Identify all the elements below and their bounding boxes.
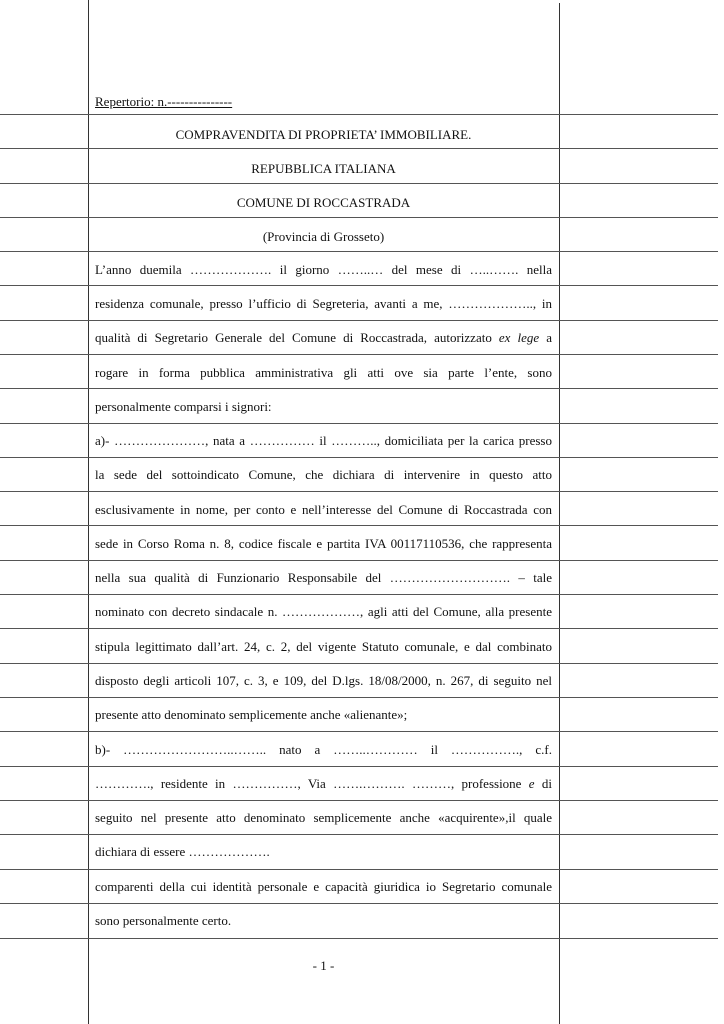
body-line: la sede del sottoindicato Comune, che dichiara di intervenire in questo atto	[95, 467, 552, 482]
ruled-line	[0, 320, 718, 321]
ruled-line	[0, 423, 718, 424]
ruled-line	[0, 594, 718, 595]
ruled-line	[0, 731, 718, 732]
ruled-line	[0, 525, 718, 526]
ruled-line	[0, 903, 718, 904]
ruled-line	[0, 560, 718, 561]
ruled-line	[0, 388, 718, 389]
body-line: esclusivamente in nome, per conto e nell’interesse del Comune di Roccastrada con	[95, 502, 552, 517]
body-line: nominato con decreto sindacale n. ………………, agli atti del Comune, alla presente	[95, 604, 552, 619]
body-line: nella sua qualità di Funzionario Responsabile del ………………………. – tale	[95, 570, 552, 585]
ruled-line	[0, 217, 718, 218]
ruled-line	[0, 183, 718, 184]
ruled-line	[0, 148, 718, 149]
body-line: sono personalmente certo.	[95, 913, 232, 928]
ruled-line	[0, 114, 718, 115]
repertorio-number: Repertorio: n.---------------	[95, 94, 233, 109]
body-line: personalmente comparsi i signori:	[95, 399, 272, 414]
ruled-line	[0, 457, 718, 458]
ruled-line	[0, 628, 718, 629]
body-line: sede in Corso Roma n. 8, codice fiscale e partita IVA 00117110536, che rappresenta	[95, 536, 552, 551]
body-line: disposto degli articoli 107, c. 3, e 109, del D.lgs. 18/08/2000, n. 267, di seguito nel	[95, 673, 552, 688]
ruled-line	[0, 834, 718, 835]
body-line: b)- ……………………..…….. nato a ……..………… il ……………., c.f.	[95, 742, 552, 757]
body-line: L’anno duemila ………………. il giorno ……..… del mese di …..……. nella	[95, 262, 552, 277]
right-margin-line	[559, 3, 560, 1024]
italic-term: e	[528, 776, 535, 791]
body-line: rogare in forma pubblica amministrativa gli atti ove sia parte l’ente, sono	[95, 365, 552, 380]
body-line: …………., residente in ……………, Via …….………. ………, professione e di	[95, 776, 552, 791]
ruled-line	[0, 938, 718, 939]
body-line: dichiara di essere ……………….	[95, 844, 270, 859]
ruled-line	[0, 869, 718, 870]
republic-heading: REPUBBLICA ITALIANA	[251, 161, 396, 176]
ruled-line	[0, 251, 718, 252]
ruled-line	[0, 354, 718, 355]
ruled-line	[0, 285, 718, 286]
provincia-heading: (Provincia di Grosseto)	[262, 229, 385, 244]
ruled-line	[0, 663, 718, 664]
body-line: presente atto denominato semplicemente anche «alienante»;	[95, 707, 408, 722]
body-line: stipula legittimato dall’art. 24, c. 2, del vigente Statuto comunale, e dal combinato	[95, 639, 552, 654]
body-line: qualità di Segretario Generale del Comune di Roccastrada, autorizzato ex lege a	[95, 330, 552, 345]
comune-heading: COMUNE DI ROCCASTRADA	[236, 195, 411, 210]
body-line: residenza comunale, presso l’ufficio di Segreteria, avanti a me, ……………….., in	[95, 296, 552, 311]
page-number: - 1 -	[312, 958, 335, 973]
body-line: seguito nel presente atto denominato semplicemente anche «acquirente»,il quale	[95, 810, 552, 825]
italic-term: ex lege	[498, 330, 540, 345]
ruled-line	[0, 766, 718, 767]
document-title: COMPRAVENDITA DI PROPRIETA’ IMMOBILIARE.	[175, 127, 472, 142]
ruled-line	[0, 697, 718, 698]
ruled-line	[0, 800, 718, 801]
ruled-line	[0, 491, 718, 492]
body-line: comparenti della cui identità personale e capacità giuridica io Segretario comunale	[95, 879, 552, 894]
left-margin-line	[88, 0, 89, 1024]
body-line: a)- …………………, nata a …………… il ……….., domiciliata per la carica presso	[95, 433, 552, 448]
